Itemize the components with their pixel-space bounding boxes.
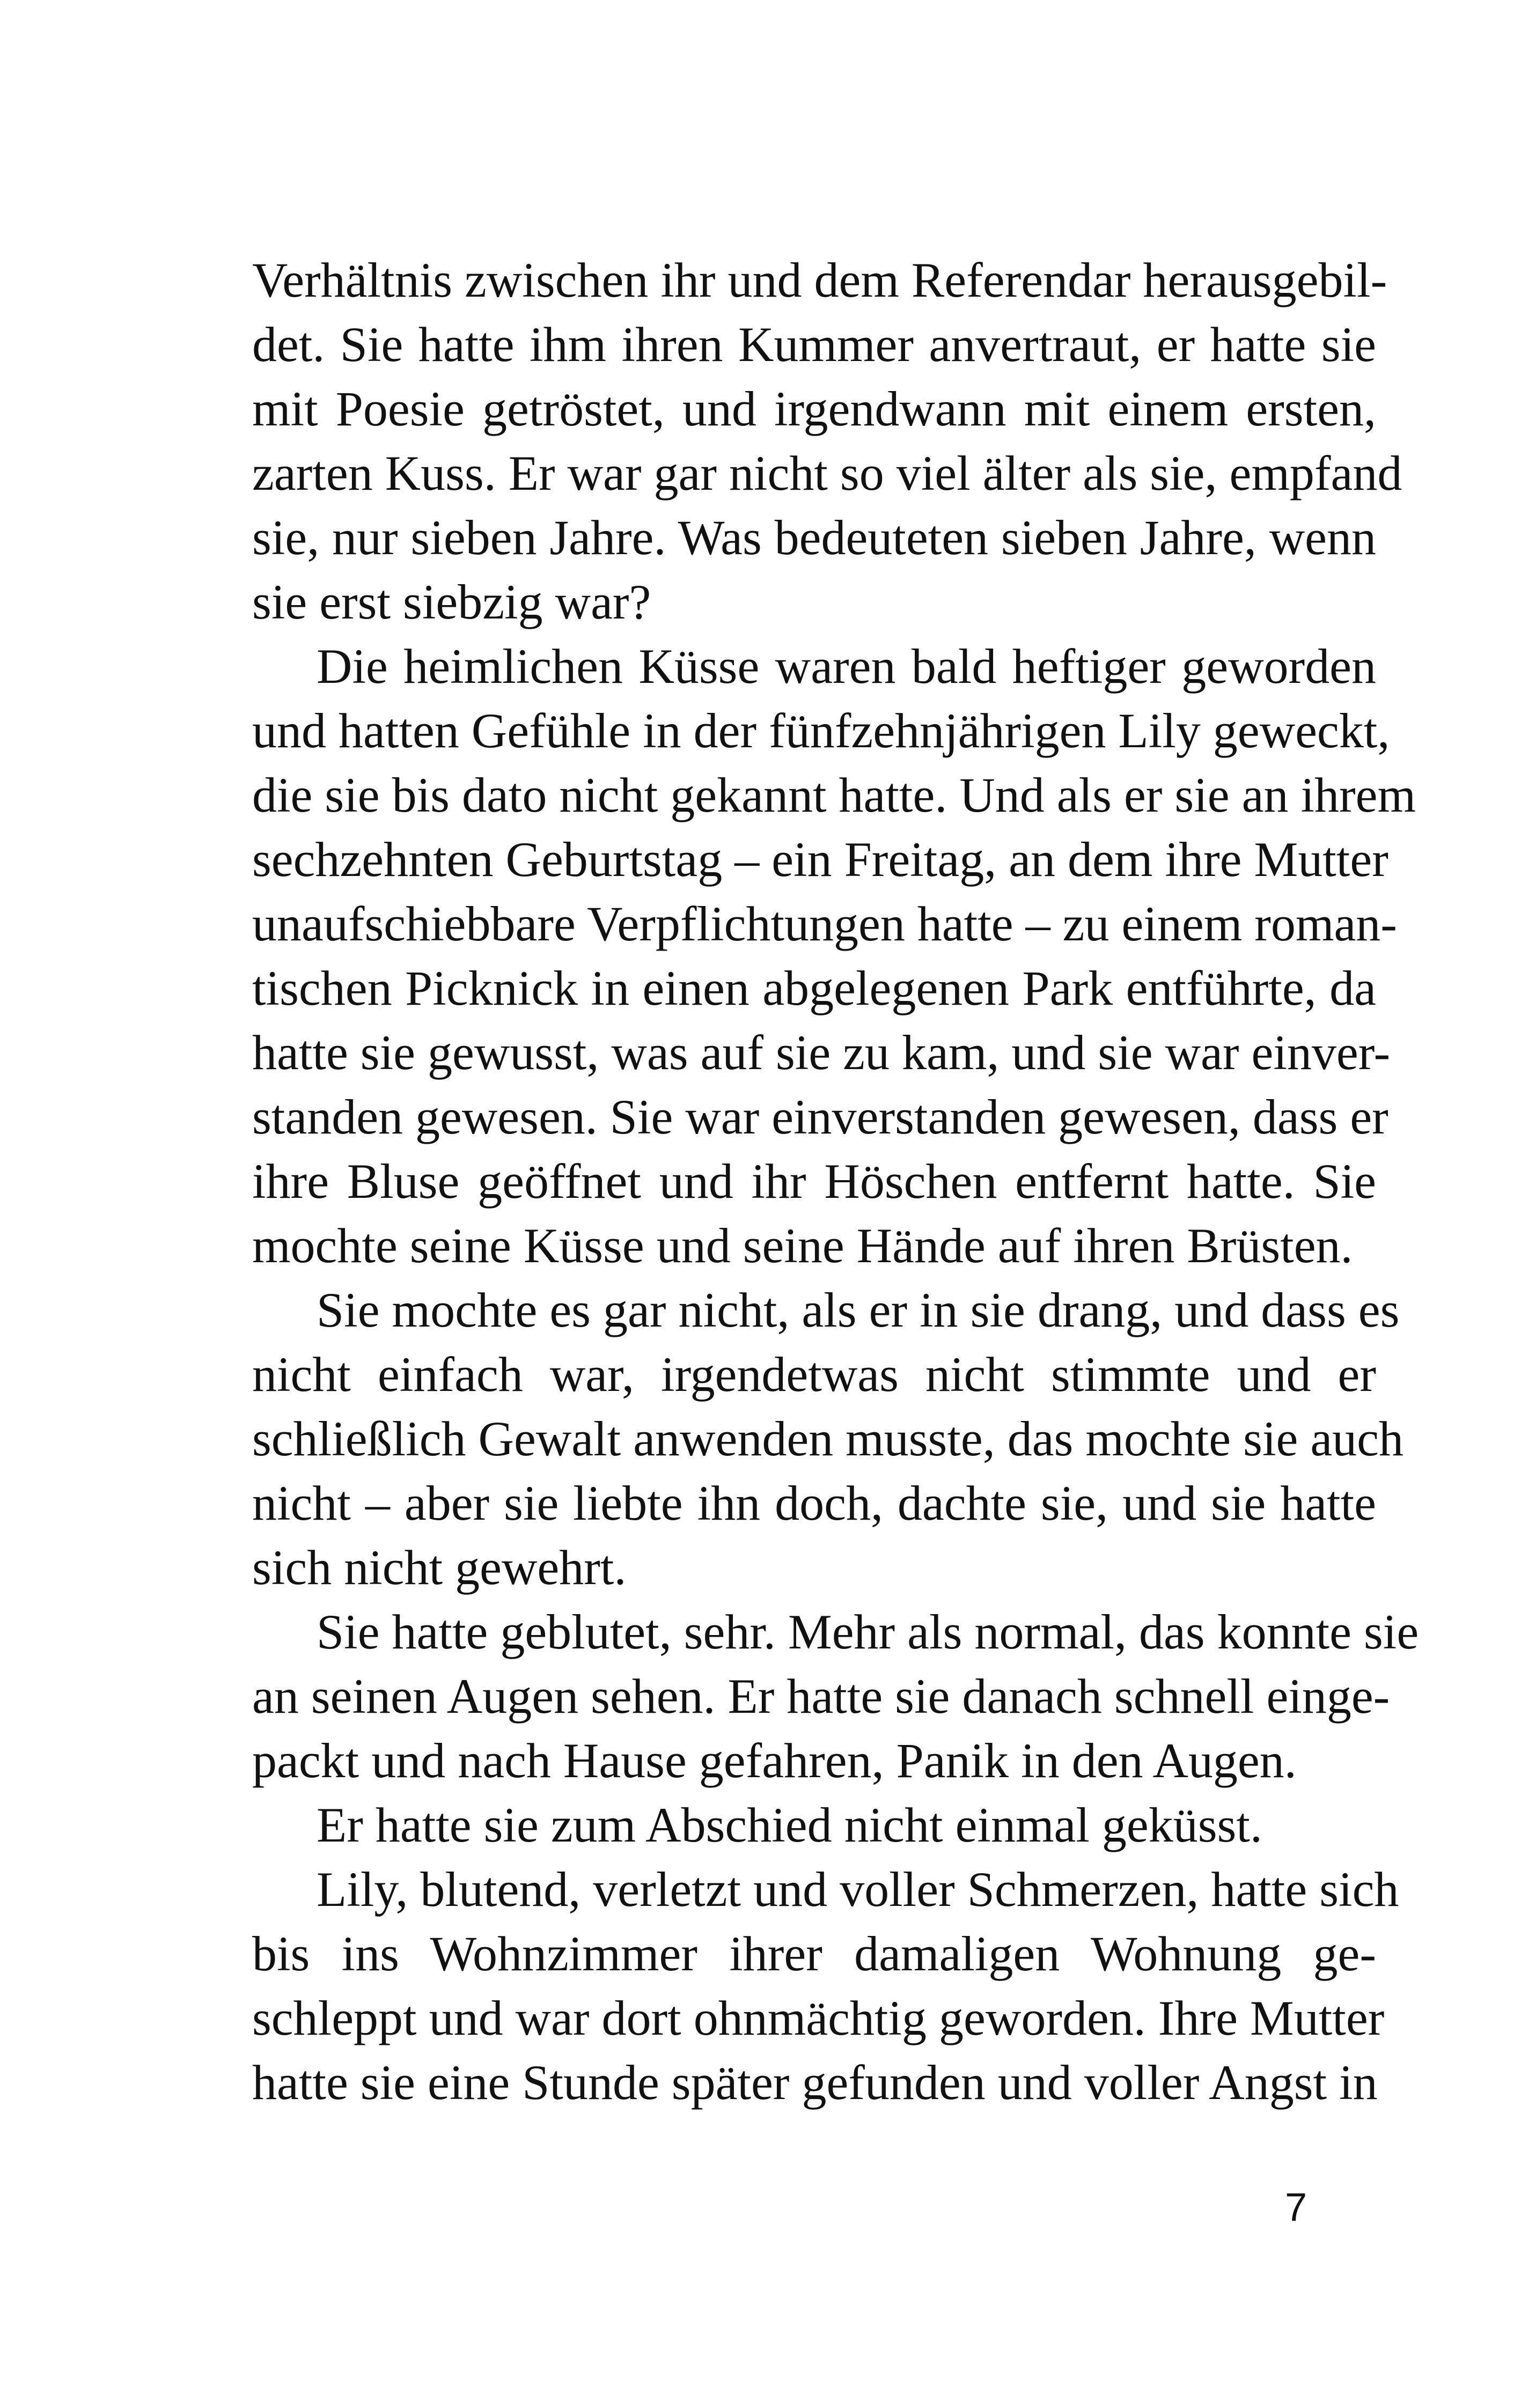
paragraph	[252, 248, 1402, 634]
text-line: schleppt und war dort ohnmächtig geworden. Ihre Mutter	[252, 1991, 1385, 2045]
text-line: an seinen Augen sehen. Er hatte sie danach schnell einge-	[252, 1669, 1390, 1724]
text-line: det. Sie hatte ihm ihren Kummer anvertraut, er hatte sie	[252, 317, 1376, 372]
text-line: sich nicht gewehrt.	[252, 1540, 627, 1595]
paragraph	[252, 634, 1416, 1278]
paragraph	[252, 1278, 1404, 1600]
text-line: packt und nach Hause gefahren, Panik in den Augen.	[252, 1733, 1297, 1788]
text-line: zarten Kuss. Er war gar nicht so viel älter als sie, empfand	[252, 446, 1402, 500]
text-line: die sie bis dato nicht gekannt hatte. Und als er sie an ihrem	[252, 768, 1416, 822]
text-line: sechzehnten Geburtstag – ein Freitag, an dem ihre Mutter	[252, 832, 1388, 887]
text-line: tischen Picknick in einen abgelegenen Park entführte, da	[252, 961, 1376, 1015]
text-line: unaufschiebbare Verpflichtungen hatte – zu einem roman-	[252, 896, 1397, 951]
text-line: mochte seine Küsse und seine Hände auf ihren Brüsten.	[252, 1218, 1353, 1273]
body-text	[252, 248, 1419, 2115]
text-line: Die heimlichen Küsse waren bald heftiger geworden	[317, 639, 1376, 694]
paragraph	[252, 1600, 1419, 1793]
text-line: bis ins Wohnzimmer ihrer damaligen Wohnung ge-	[252, 1926, 1376, 1981]
text-line: ihre Bluse geöffnet und ihr Höschen entfernt hatte. Sie	[252, 1154, 1376, 1209]
text-line: sie, nur sieben Jahre. Was bedeuteten sieben Jahre, wenn	[252, 510, 1376, 565]
text-line: standen gewesen. Sie war einverstanden gewesen, dass er	[252, 1089, 1388, 1144]
text-line: Verhältnis zwischen ihr und dem Referendar herausgebil-	[252, 253, 1387, 307]
text-line: nicht einfach war, irgendetwas nicht stimmte und er	[252, 1347, 1376, 1402]
text-line: sie erst siebzig war?	[252, 575, 651, 629]
text-line: nicht – aber sie liebte ihn doch, dachte sie, und sie hatte	[252, 1476, 1376, 1530]
text-line: Sie mochte es gar nicht, als er in sie drang, und dass es	[317, 1283, 1400, 1337]
paragraph	[252, 1857, 1399, 2115]
text-line: Lily, blutend, verletzt und voller Schmerzen, hatte sich	[317, 1862, 1399, 1917]
text-line: hatte sie gewusst, was auf sie zu kam, und sie war einver-	[252, 1025, 1391, 1080]
text-line: und hatten Gefühle in der fünfzehnjährigen Lily geweckt,	[252, 703, 1390, 758]
paragraph	[252, 1793, 1376, 1857]
page-number: 7	[1285, 2185, 1307, 2229]
text-line: hatte sie eine Stunde später gefunden und voller Angst in	[252, 2055, 1378, 2110]
text-line: mit Poesie getröstet, und irgendwann mit einem ersten,	[252, 381, 1376, 436]
text-line: Er hatte sie zum Abschied nicht einmal geküsst.	[317, 1798, 1262, 1852]
text-line: Sie hatte geblutet, sehr. Mehr als normal, das konnte sie	[317, 1604, 1419, 1659]
text-line: schließlich Gewalt anwenden musste, das mochte sie auch	[252, 1411, 1404, 1466]
